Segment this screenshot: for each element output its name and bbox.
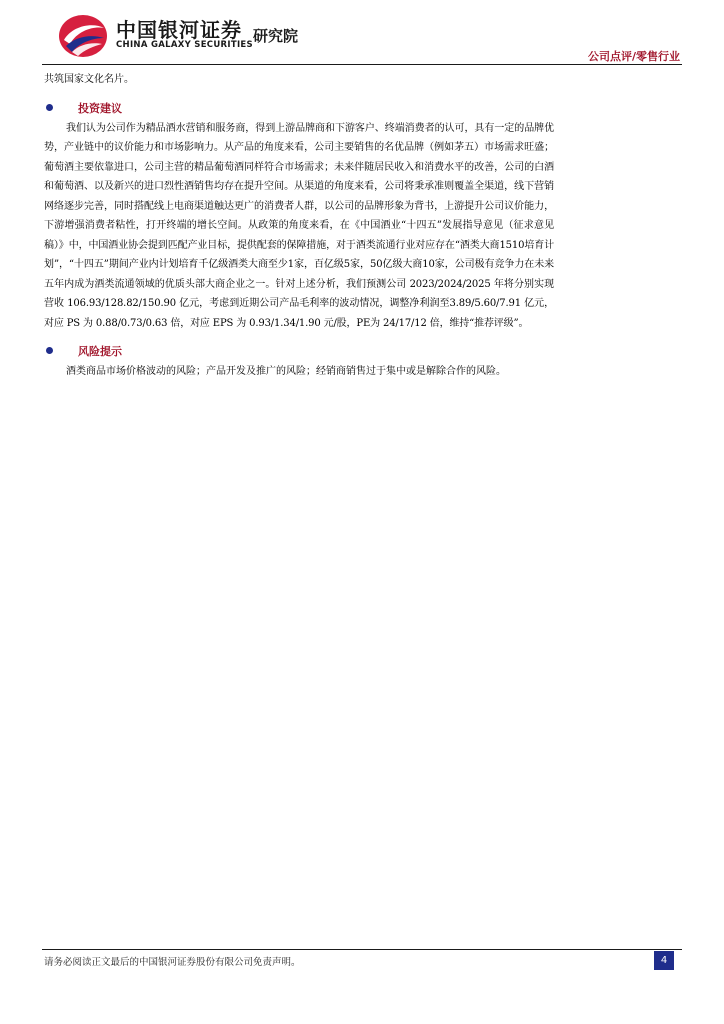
- section-heading-investment: [44, 98, 554, 119]
- galaxy-logo-icon: [58, 14, 108, 58]
- header-divider: [42, 64, 682, 65]
- footer-divider: [42, 949, 682, 950]
- section-title: 风险提示: [78, 345, 122, 358]
- disclaimer-note: 请务必阅读正文最后的中国银河证券股份有限公司免责声明。: [44, 957, 301, 968]
- brand-name-en: CHINA GALAXY SECURITIES: [116, 40, 253, 50]
- bullet-icon: [46, 347, 53, 354]
- bullet-icon: [46, 104, 53, 111]
- investment-paragraph: 我们认为公司作为精品酒水营销和服务商，得到上游品牌商和下游客户、终端消费者的认可，具有一定的品牌优势，产业链中的议价能力和市场影响力。从产品的角度来看，公司主要销售的名优品牌（例如茅五）市场需求旺盛；葡萄酒主要依靠进口，公司主营的精品葡萄酒同样符合市场需求；未来伴随居民收入和消费水平的改善，公司的白酒和葡萄酒、以及新兴的进口烈性酒销售均存在提升空间。从渠道的角度来看，公司将秉承准则覆盖全渠道，线下营销网络逐步完善，同时搭配线上电商渠道触达更广的消费者人群，以公司的品牌形象为背书，上游提升公司议价能力，下游增强消费者粘性，打开终端的增长空间。从政策的角度来看，在《中国酒业“十四五”发展指导意见（征求意见稿）》中，中国酒业协会提到匹配产业目标，提供配套的保障措施，对于酒类流通行业对应存在“酒类大商1510培育计划”，“十四五”期间产业内计划培育千亿级酒类大商至少1家，百亿级5家，50亿级大商10家，公司极有竞争力在未来五年内成为酒类流通领域的优质头部大商企业之一。针对上述分析，我们预测公司 2023/2024/2025 年将分别实现营收 106.93/128.82/150.90 亿元，考虑到近期公司产品毛利率的波动情况，调整净利润至3.89/5.60/7.91 亿元，对应 PS 为 0.88/0.73/0.63 倍，对应 EPS 为 0.93/1.34/1.90 元/股，PE为 24/17/12 倍，维持“推荐评级”。: [44, 122, 554, 329]
- page-header: [0, 0, 724, 66]
- report-body: [44, 70, 554, 382]
- section-title: 投资建议: [78, 101, 122, 115]
- brand-name-cn: 中国银河证券: [116, 18, 242, 42]
- brand-subtitle: 研究院: [253, 27, 299, 45]
- report-category: 公司点评/零售行业: [587, 50, 680, 63]
- risk-paragraph: 酒类商品市场价格波动的风险；产品开发及推广的风险；经销商销售过于集中或是解除合作的风险。: [66, 366, 506, 377]
- section-heading-risk: [44, 341, 554, 362]
- page-number: 4: [654, 951, 674, 970]
- intro-line: 共筑国家文化名片。: [44, 74, 134, 85]
